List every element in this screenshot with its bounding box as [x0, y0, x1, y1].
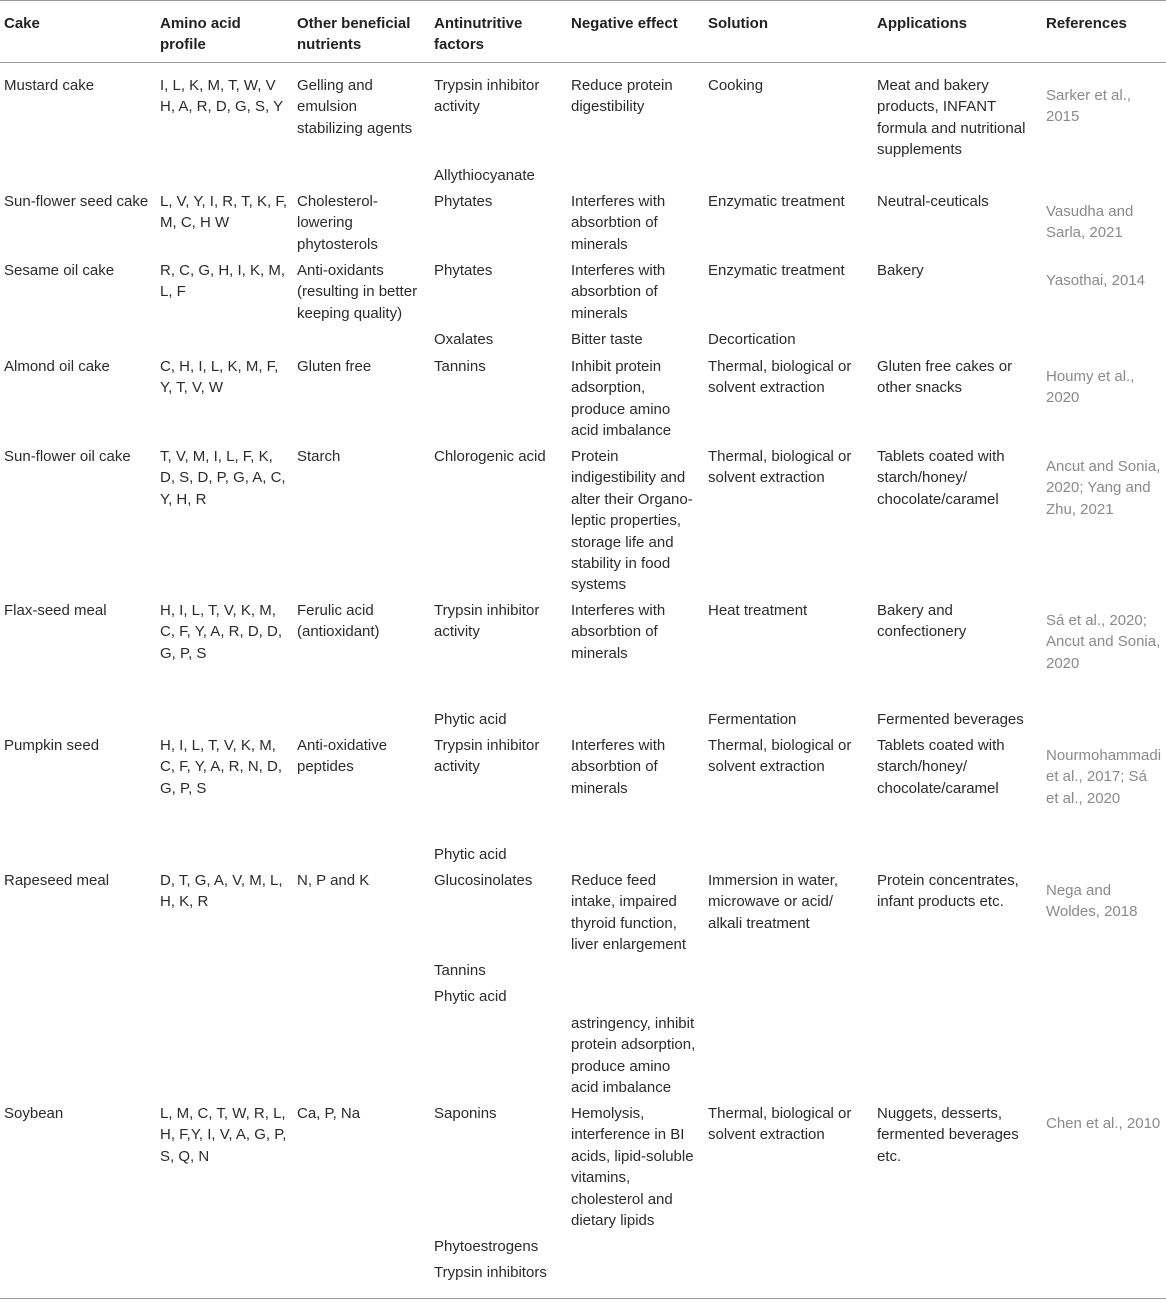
cell-amino-acid-profile: T, V, M, I, L, F, K, D, S, D, P, G, A, C, Y, H, R: [160, 448, 286, 508]
cell-amino-acid-profile: R, C, G, H, I, K, M, L, F: [160, 262, 286, 301]
cell-cake: Rapeseed meal: [4, 872, 110, 889]
cell-solution: Thermal, biological or solvent extraction: [708, 1105, 852, 1144]
table-row: [0, 960, 1166, 986]
cell-solution: Thermal, biological or solvent extraction: [708, 737, 852, 776]
table-row: [0, 709, 1166, 735]
cell-application: Neutral-ceuticals: [877, 193, 989, 210]
cell-solution: [704, 960, 873, 986]
cell-antinutritive-factor: Phytates: [434, 262, 493, 279]
cell-solution: Heat treatment: [708, 602, 808, 619]
cell-other-nutrients: [293, 960, 430, 986]
bottom-rule: [0, 1298, 1166, 1299]
cell-negative-effect: Reduce protein digestibility: [571, 77, 673, 116]
cell-application: Bakery: [877, 262, 924, 279]
table-row: [0, 1103, 1166, 1236]
cell-reference: [1042, 165, 1166, 191]
cell-amino-acid-profile: H, I, L, T, V, K, M, C, F, Y, A, R, D, D, G, P, S: [160, 602, 282, 662]
cell-solution: Fermentation: [708, 711, 797, 728]
table-row: [0, 329, 1166, 356]
table-row: [0, 735, 1166, 844]
cell-cake: Sesame oil cake: [4, 262, 115, 279]
cell-cake: [0, 1013, 156, 1103]
cell-application: [873, 165, 1042, 191]
cell-application: [873, 960, 1042, 986]
cell-other-nutrients: [293, 1236, 430, 1262]
cell-other-nutrients: [293, 709, 430, 735]
table-row: [0, 446, 1166, 600]
cell-reference: Chen et al., 2010: [1046, 1115, 1161, 1132]
cell-other-nutrients: [293, 165, 430, 191]
cell-antinutritive-factor: Saponins: [434, 1105, 497, 1122]
cell-application: [873, 1262, 1042, 1288]
cell-negative-effect: astringency, inhibit protein adsorption, produce amino acid imbalance: [571, 1015, 696, 1097]
cell-other-nutrients: Gluten free: [297, 358, 372, 375]
cell-solution: Cooking: [708, 77, 764, 94]
cell-reference: [1042, 1262, 1166, 1288]
table-body: [0, 63, 1166, 1288]
cell-other-nutrients: [293, 844, 430, 870]
cell-application: [873, 329, 1042, 356]
table-row: [0, 191, 1166, 260]
cell-solution: Enzymatic treatment: [708, 193, 845, 210]
cell-reference: [1042, 1013, 1166, 1103]
cell-application: Tablets coated with starch/honey/ chocolate/caramel: [877, 737, 1005, 797]
cell-amino-acid-profile: [156, 960, 293, 986]
cell-solution: Immersion in water, microwave or acid/ alkali treatment: [708, 872, 839, 932]
cell-amino-acid-profile: [156, 1236, 293, 1262]
header-applications: Applications: [877, 15, 968, 32]
cell-other-nutrients: Ferulic acid (antioxidant): [297, 602, 380, 641]
cell-negative-effect: Interferes with absorbtion of minerals: [571, 602, 666, 662]
cell-reference: Houmy et al., 2020: [1046, 368, 1135, 407]
cell-other-nutrients: Ca, P, Na: [297, 1105, 361, 1122]
cell-reference: [1042, 960, 1166, 986]
cell-cake: [0, 165, 156, 191]
cell-antinutritive-factor: Trypsin inhibitor activity: [434, 602, 540, 641]
header-references: References: [1046, 15, 1127, 32]
cell-negative-effect: [567, 709, 704, 735]
cell-application: [873, 986, 1042, 1013]
cell-amino-acid-profile: [156, 986, 293, 1013]
cell-application: Meat and bakery products, INFANT formula and nutritional supplements: [877, 77, 1026, 159]
cell-reference: Sá et al., 2020; Ancut and Sonia, 2020: [1046, 612, 1161, 672]
cell-application: [873, 844, 1042, 870]
table-row: [0, 260, 1166, 329]
cell-other-nutrients: Cholesterol-lowering phytosterols: [297, 193, 378, 253]
cell-amino-acid-profile: [156, 329, 293, 356]
cell-application: Nuggets, desserts, fermented beverages etc.: [877, 1105, 1019, 1165]
cell-amino-acid-profile: [156, 1262, 293, 1288]
cell-antinutritive-factor: Tannins: [434, 358, 486, 375]
cell-other-nutrients: Anti-oxidants (resulting in better keeping quality): [297, 262, 418, 322]
cell-other-nutrients: [293, 986, 430, 1013]
cell-cake: Almond oil cake: [4, 358, 110, 375]
cell-other-nutrients: N, P and K: [297, 872, 370, 889]
cell-reference: [1042, 709, 1166, 735]
table-row: [0, 1262, 1166, 1288]
cell-reference: Sarker et al., 2015: [1046, 87, 1132, 126]
cell-negative-effect: [567, 1262, 704, 1288]
cell-antinutritive-factor: Allythiocyanate: [434, 167, 535, 184]
table-row: [0, 1236, 1166, 1262]
cell-other-nutrients: [293, 329, 430, 356]
cell-antinutritive-factor: Phytic acid: [434, 711, 507, 728]
cell-application: Protein concentrates, infant products etc.: [877, 872, 1019, 911]
table-row: [0, 600, 1166, 709]
cell-reference: Vasudha and Sarla, 2021: [1046, 203, 1134, 242]
cell-reference: Nega and Woldes, 2018: [1046, 882, 1138, 921]
cell-application: Gluten free cakes or other snacks: [877, 358, 1013, 397]
cell-solution: [704, 1262, 873, 1288]
table-row: [0, 1013, 1166, 1103]
cell-application: [873, 1236, 1042, 1262]
cell-antinutritive-factor: Phytic acid: [434, 988, 507, 1005]
cell-other-nutrients: Starch: [297, 448, 341, 465]
cell-solution: [704, 1236, 873, 1262]
cell-negative-effect: Interferes with absorbtion of minerals: [571, 193, 666, 253]
cell-application: Bakery and confectionery: [877, 602, 967, 641]
cell-cake: Sun-flower oil cake: [4, 448, 131, 465]
cell-antinutritive-factor: Trypsin inhibitors: [434, 1264, 547, 1281]
cell-reference: Yasothai, 2014: [1046, 272, 1145, 289]
cell-cake: [0, 1236, 156, 1262]
table-row: [0, 165, 1166, 191]
table-row: [0, 986, 1166, 1013]
cell-negative-effect: Interferes with absorbtion of minerals: [571, 262, 666, 322]
cell-antinutritive-factor: Phytic acid: [434, 846, 507, 863]
cell-amino-acid-profile: I, L, K, M, T, W, V H, A, R, D, G, S, Y: [160, 77, 284, 116]
cell-amino-acid-profile: [156, 165, 293, 191]
cell-other-nutrients: [293, 1262, 430, 1288]
cell-reference: Ancut and Sonia, 2020; Yang and Zhu, 2021: [1046, 458, 1161, 518]
cell-application: [873, 1013, 1042, 1103]
cell-solution: Thermal, biological or solvent extraction: [708, 448, 852, 487]
cell-amino-acid-profile: [156, 709, 293, 735]
cell-cake: [0, 844, 156, 870]
cell-solution: Enzymatic treatment: [708, 262, 845, 279]
cell-negative-effect: Bitter taste: [571, 331, 643, 348]
cell-cake: [0, 1262, 156, 1288]
cell-amino-acid-profile: H, I, L, T, V, K, M, C, F, Y, A, R, N, D, G, P, S: [160, 737, 282, 797]
cell-cake: Soybean: [4, 1105, 64, 1122]
cell-antinutritive-factor: Tannins: [434, 962, 486, 979]
cell-antinutritive-factor: Glucosinolates: [434, 872, 533, 889]
cell-reference: Nourmohammadi et al., 2017; Sá et al., 2020: [1046, 747, 1162, 807]
cell-cake: [0, 329, 156, 356]
cell-amino-acid-profile: D, T, G, A, V, M, L, H, K, R: [160, 872, 283, 911]
header-solution: Solution: [708, 15, 768, 32]
cell-antinutritive-factor: Oxalates: [434, 331, 494, 348]
cell-amino-acid-profile: [156, 1013, 293, 1103]
cell-cake: Sun-flower seed cake: [4, 193, 149, 210]
cell-antinutritive-factor: Phytoestrogens: [434, 1238, 539, 1255]
cell-negative-effect: [567, 986, 704, 1013]
cell-cake: [0, 709, 156, 735]
cell-antinutritive-factor: Trypsin inhibitor activity: [434, 737, 540, 776]
header-cake: Cake: [4, 15, 40, 32]
cell-reference: [1042, 329, 1166, 356]
header-antinutritive-factors: Antinutritive factors: [434, 15, 523, 54]
cell-other-nutrients: Gelling and emulsion stabilizing agents: [297, 77, 413, 137]
cell-negative-effect: Interferes with absorbtion of minerals: [571, 737, 666, 797]
cell-negative-effect: Inhibit protein adsorption, produce amino acid imbalance: [571, 358, 672, 440]
table-header-row: [0, 1, 1166, 63]
cell-antinutritive-factor: Trypsin inhibitor activity: [434, 77, 540, 116]
table-row: [0, 75, 1166, 165]
cell-amino-acid-profile: [156, 844, 293, 870]
cell-solution: Thermal, biological or solvent extraction: [708, 358, 852, 397]
cell-application: Tablets coated with starch/honey/ chocolate/caramel: [877, 448, 1005, 508]
header-other-nutrients: Other beneficial nutrients: [297, 15, 411, 54]
cell-negative-effect: [567, 960, 704, 986]
cell-amino-acid-profile: L, M, C, T, W, R, L, H, F,Y, I, V, A, G, P, S, Q, N: [160, 1105, 287, 1165]
cell-antinutritive-factor: Phytates: [434, 193, 493, 210]
cell-solution: [704, 986, 873, 1013]
cell-negative-effect: Hemolysis, interference in BI acids, lipid-soluble vitamins, cholesterol and dietary lipids: [571, 1105, 694, 1230]
table-row: [0, 356, 1166, 446]
cell-negative-effect: [567, 165, 704, 191]
cell-cake: Mustard cake: [4, 77, 95, 94]
cell-solution: Decortication: [708, 331, 796, 348]
cell-antinutritive-factor: Chlorogenic acid: [434, 448, 546, 465]
table-row: [0, 844, 1166, 870]
cell-cake: [0, 960, 156, 986]
cell-other-nutrients: Anti-oxidative peptides: [297, 737, 388, 776]
cell-reference: [1042, 986, 1166, 1013]
cell-negative-effect: Reduce feed intake, impaired thyroid function, liver enlargement: [571, 872, 687, 954]
cell-cake: [0, 986, 156, 1013]
table-row: [0, 870, 1166, 960]
header-amino-acid-profile: Amino acid profile: [160, 15, 241, 54]
cell-antinutritive-factor: [430, 1013, 567, 1103]
cell-cake: Pumpkin seed: [4, 737, 100, 754]
cell-amino-acid-profile: C, H, I, L, K, M, F, Y, T, V, W: [160, 358, 279, 397]
cell-negative-effect: [567, 844, 704, 870]
cell-reference: [1042, 844, 1166, 870]
cell-solution: [704, 165, 873, 191]
cell-reference: [1042, 1236, 1166, 1262]
cell-negative-effect: [567, 1236, 704, 1262]
cell-solution: [704, 1013, 873, 1103]
cell-solution: [704, 844, 873, 870]
header-negative-effect: Negative effect: [571, 15, 678, 32]
cell-cake: Flax-seed meal: [4, 602, 107, 619]
cell-other-nutrients: [293, 1013, 430, 1103]
cell-application: Fermented beverages: [877, 711, 1024, 728]
cell-negative-effect: Protein indigestibility and alter their Organo-leptic properties, storage life and stability in food systems: [571, 448, 693, 594]
cell-amino-acid-profile: L, V, Y, I, R, T, K, F, M, C, H W: [160, 193, 288, 232]
